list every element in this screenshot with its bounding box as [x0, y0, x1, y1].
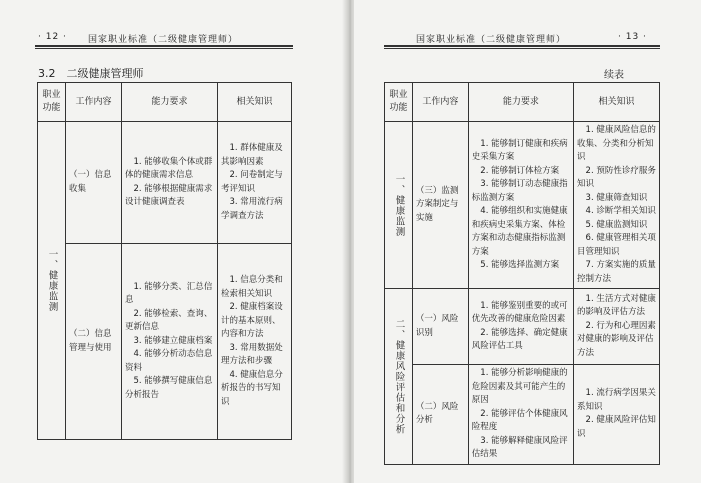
knowledge-item: 1. 生活方式对健康的影响及评估方法 [577, 293, 656, 318]
left-page-number: · 12 · [38, 32, 67, 42]
function-cell [385, 122, 413, 289]
ability-cell [468, 122, 573, 289]
ability-item: 2. 能够制订体检方案 [480, 165, 560, 176]
table-row [38, 122, 292, 244]
ability-item: 2. 能够根据健康需求设计健康调查表 [125, 183, 213, 207]
continued-label: 续表 [604, 70, 624, 81]
left-header-title: 国家职业标准（二级健康管理师） [88, 35, 239, 45]
ability-item: 1. 能够分析影响健康的危险因素及其可能产生的原因 [471, 368, 568, 405]
function-label: 一、健康监测 [393, 173, 405, 237]
knowledge-item: 6. 健康管理相关项目管理知识 [577, 233, 656, 257]
col-header-ability: 能力要求 [122, 83, 218, 122]
ability-item: 1. 能够制订健康和疾病史采集方案 [471, 138, 568, 162]
content-cell [412, 289, 468, 365]
col-header-knowledge: 相关知识 [574, 83, 660, 122]
function-cell [385, 289, 413, 465]
knowledge-item: 4. 诊断学相关知识 [585, 206, 656, 216]
knowledge-cell [218, 244, 292, 440]
table-row [385, 122, 660, 289]
content-label: （二）信息管理与使用 [69, 329, 112, 353]
function-label: 二、健康风险评估和分析 [393, 318, 405, 434]
ability-item: 2. 能够检索、查询、更新信息 [125, 308, 213, 333]
ability-item: 3. 能够建立健康档案 [133, 335, 213, 346]
ability-item: 5. 能够撰写健康信息分析报告 [125, 376, 213, 400]
left-header-rule-thin [35, 48, 293, 49]
knowledge-item: 2. 健康档案设计的基本原则、内容和方法 [221, 302, 283, 339]
table-row [38, 244, 292, 440]
knowledge-cell [574, 365, 660, 465]
knowledge-item: 4. 健康信息分析报告的书写知识 [221, 369, 283, 407]
content-cell [412, 122, 468, 289]
section-title: 3.2 二级健康管理师 [38, 67, 144, 80]
col-header-function: 职业功能 [385, 83, 413, 122]
right-table-header-row [385, 83, 660, 122]
knowledge-item: 3. 健康筛查知识 [585, 192, 648, 203]
content-label: （一）信息收集 [69, 170, 112, 194]
knowledge-item: 1. 健康风险信息的收集、分类和分析知识 [577, 125, 656, 162]
col-header-knowledge: 相关知识 [218, 83, 292, 122]
right-page-number: · 13 · [618, 32, 647, 42]
knowledge-item: 5. 健康监测知识 [585, 219, 648, 230]
knowledge-item: 2. 预防性诊疗服务知识 [577, 165, 656, 189]
knowledge-cell [574, 122, 660, 289]
col-header-content: 工作内容 [66, 83, 122, 122]
col-header-function: 职业功能 [38, 83, 66, 122]
col-header-ability: 能力要求 [468, 83, 573, 122]
knowledge-item: 3. 常用流行病学调查方法 [221, 197, 283, 221]
right-header-rule [384, 45, 660, 47]
knowledge-item: 7. 方案实施的质量控制方法 [577, 260, 656, 284]
function-cell [38, 122, 66, 440]
knowledge-item: 1. 群体健康及其影响因素 [221, 143, 283, 167]
ability-item: 3. 能够解释健康风险评估结果 [471, 435, 568, 459]
left-page [0, 0, 346, 483]
ability-cell [468, 289, 573, 365]
knowledge-item: 2. 健康风险评估知识 [577, 415, 656, 439]
table-row [385, 289, 660, 365]
knowledge-item: 1. 流行病学因果关系知识 [577, 388, 656, 412]
right-header-rule-thin [384, 48, 660, 49]
knowledge-cell [218, 122, 292, 244]
content-label: （三）监测方案制定与实施 [415, 185, 459, 223]
table-row [385, 365, 660, 465]
ability-item: 4. 能够分析动态信息资料 [125, 349, 213, 373]
ability-cell [468, 365, 573, 465]
knowledge-item: 2. 行为和心理因素对健康的影响及评估方法 [577, 320, 656, 358]
knowledge-cell [574, 289, 660, 365]
knowledge-item: 2. 问卷制定与考评知识 [221, 170, 283, 194]
ability-item: 5. 能够选择监测方案 [480, 260, 560, 270]
content-label: （二）风险分析 [415, 401, 459, 426]
right-page [354, 0, 701, 483]
right-header-title: 国家职业标准（二级健康管理师） [416, 35, 567, 45]
ability-item: 3. 能够制订动态健康指标监测方案 [471, 179, 568, 203]
function-label: 一、健康监测 [46, 249, 58, 312]
col-header-content: 工作内容 [412, 83, 468, 122]
right-table [384, 82, 660, 465]
left-header-rule [35, 45, 293, 47]
knowledge-item: 3. 常用数据处理方法和步骤 [221, 342, 283, 366]
ability-item: 1. 能够鉴别重要的或可优先改善的健康危险因素 [471, 300, 568, 324]
knowledge-item: 1. 信息分类和检索相关知识 [221, 275, 283, 299]
ability-item: 1. 能够分类、汇总信息 [125, 281, 213, 306]
left-table-header-row [38, 83, 292, 122]
ability-item: 2. 能够选择、确定健康风险评估工具 [471, 327, 568, 351]
content-cell [66, 244, 122, 440]
content-cell [66, 122, 122, 244]
content-label: （一）风险识别 [415, 314, 459, 338]
ability-cell [122, 122, 218, 244]
ability-item: 2. 能够评估个体健康风险程度 [471, 408, 568, 432]
left-table [37, 82, 292, 440]
ability-cell [122, 244, 218, 440]
content-cell [412, 365, 468, 465]
ability-item: 4. 能够组织和实施健康和疾病史采集方案、体检方案和动态健康指标监测方案 [471, 206, 568, 257]
ability-item: 1. 能够收集个体或群体的健康需求信息 [125, 156, 213, 180]
